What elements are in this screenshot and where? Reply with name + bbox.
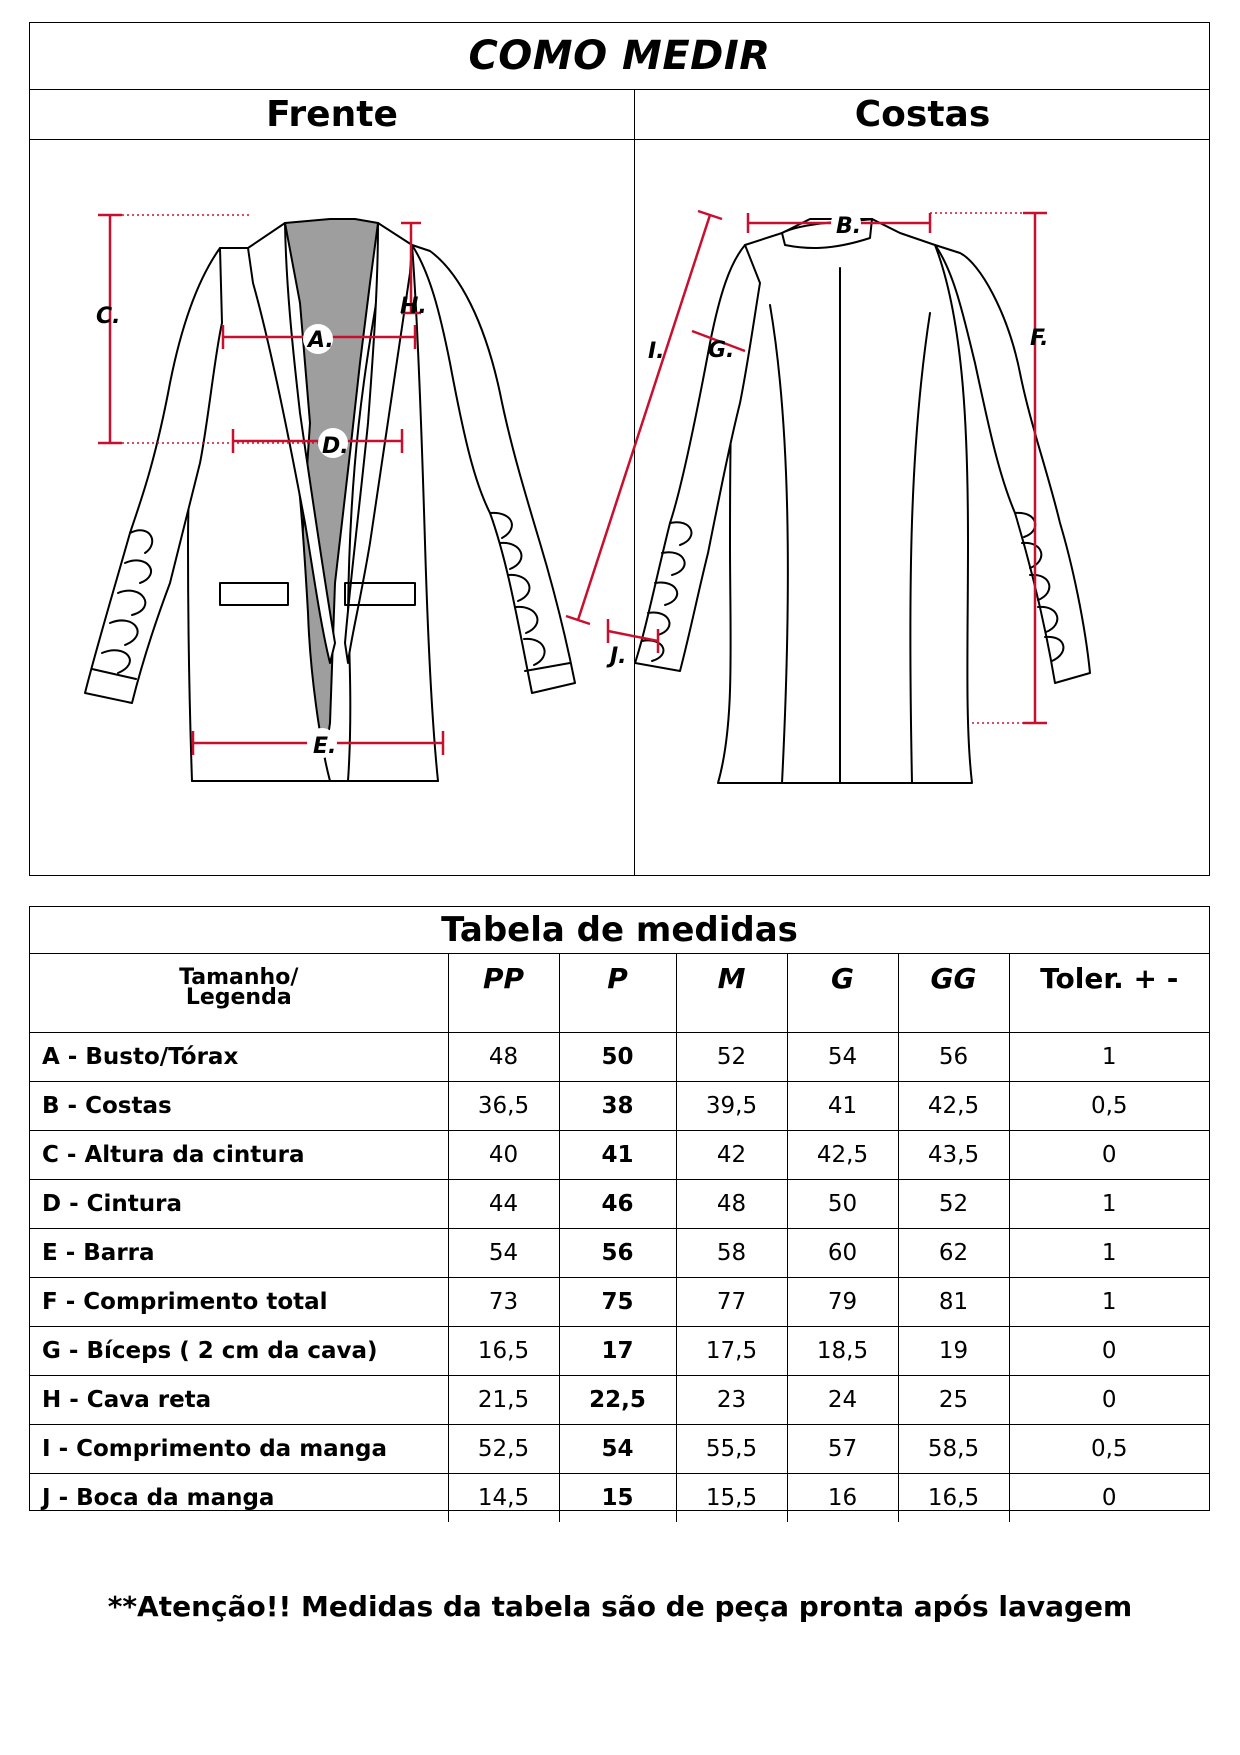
tolerance-value: 0: [1009, 1376, 1209, 1425]
tolerance-header: Toler. + -: [1009, 954, 1209, 1033]
tolerance-value: 0,5: [1009, 1425, 1209, 1474]
table-row: [30, 1131, 1209, 1180]
tolerance-value: 1: [1009, 1180, 1209, 1229]
size-value: 22,5: [559, 1376, 676, 1425]
size-value: 36,5: [448, 1082, 559, 1131]
tolerance-value: 0,5: [1009, 1082, 1209, 1131]
marker-f: F.: [1030, 326, 1049, 351]
size-value: 25: [898, 1376, 1009, 1425]
size-value: 42: [676, 1131, 787, 1180]
measurement-name: I - Comprimento da manga: [30, 1425, 448, 1474]
measurement-name: B - Costas: [30, 1082, 448, 1131]
table-row: [30, 1180, 1209, 1229]
size-value: 46: [559, 1180, 676, 1229]
size-value: 16: [787, 1474, 898, 1523]
measurement-name: E - Barra: [30, 1229, 448, 1278]
size-value: 14,5: [448, 1474, 559, 1523]
size-value: 48: [448, 1033, 559, 1082]
size-value: 52: [676, 1033, 787, 1082]
front-jacket-drawing: [85, 219, 575, 781]
marker-j: J.: [610, 644, 627, 669]
table-row: [30, 1082, 1209, 1131]
marker-i: I.: [648, 339, 665, 364]
size-value: 40: [448, 1131, 559, 1180]
measurement-name: D - Cintura: [30, 1180, 448, 1229]
measurement-name: J - Boca da manga: [30, 1474, 448, 1523]
size-value: 41: [787, 1082, 898, 1131]
table-row: [30, 1278, 1209, 1327]
table-title: Tabela de medidas: [30, 907, 1209, 954]
size-header-g: G: [787, 954, 898, 1033]
size-value: 44: [448, 1180, 559, 1229]
size-value: 24: [787, 1376, 898, 1425]
measurement-name: G - Bíceps ( 2 cm da cava): [30, 1327, 448, 1376]
size-value: 38: [559, 1082, 676, 1131]
tolerance-value: 1: [1009, 1278, 1209, 1327]
size-value: 43,5: [898, 1131, 1009, 1180]
table-row: [30, 1376, 1209, 1425]
back-jacket-drawing: [635, 219, 1090, 783]
front-view-label: Frente: [30, 89, 635, 139]
size-table-panel: [29, 906, 1210, 1511]
garment-illustration: [30, 23, 1209, 875]
marker-b: B.: [836, 214, 862, 239]
size-value: 23: [676, 1376, 787, 1425]
size-value: 55,5: [676, 1425, 787, 1474]
size-value: 54: [787, 1033, 898, 1082]
size-value: 17,5: [676, 1327, 787, 1376]
tolerance-value: 1: [1009, 1033, 1209, 1082]
size-value: 62: [898, 1229, 1009, 1278]
size-value: 41: [559, 1131, 676, 1180]
guide-title: COMO MEDIR: [30, 23, 1209, 90]
size-value: 81: [898, 1278, 1009, 1327]
size-header-pp: PP: [448, 954, 559, 1033]
marker-c: C.: [96, 304, 121, 329]
size-value: 42,5: [898, 1082, 1009, 1131]
size-value: 48: [676, 1180, 787, 1229]
size-value: 75: [559, 1278, 676, 1327]
size-value: 50: [559, 1033, 676, 1082]
table-row: [30, 1033, 1209, 1082]
size-value: 58,5: [898, 1425, 1009, 1474]
marker-g: G.: [708, 338, 735, 363]
table-row: [30, 1229, 1209, 1278]
table-row: [30, 1474, 1209, 1523]
table-row: [30, 1425, 1209, 1474]
washing-note: **Atenção!! Medidas da tabela são de peça pronta após lavagem: [107, 1590, 1133, 1623]
size-value: 58: [676, 1229, 787, 1278]
size-value: 56: [898, 1033, 1009, 1082]
how-to-measure-panel: [29, 22, 1210, 876]
back-view-label: Costas: [854, 93, 991, 135]
size-value: 16,5: [898, 1474, 1009, 1523]
tolerance-value: 0: [1009, 1474, 1209, 1523]
size-value: 54: [448, 1229, 559, 1278]
size-value: 17: [559, 1327, 676, 1376]
size-header-m: M: [676, 954, 787, 1033]
size-value: 52: [898, 1180, 1009, 1229]
legend-header: Tamanho/ Legenda: [30, 954, 448, 1033]
marker-e: E.: [313, 734, 337, 759]
size-value: 15,5: [676, 1474, 787, 1523]
size-value: 42,5: [787, 1131, 898, 1180]
size-value: 77: [676, 1278, 787, 1327]
size-value: 54: [559, 1425, 676, 1474]
size-value: 79: [787, 1278, 898, 1327]
measurement-name: A - Busto/Tórax: [30, 1033, 448, 1082]
measurement-name: C - Altura da cintura: [30, 1131, 448, 1180]
tolerance-value: 0: [1009, 1327, 1209, 1376]
size-value: 19: [898, 1327, 1009, 1376]
size-value: 15: [559, 1474, 676, 1523]
size-header-gg: GG: [898, 954, 1009, 1033]
size-table: [30, 907, 1209, 1522]
marker-d: D.: [322, 434, 349, 459]
size-value: 50: [787, 1180, 898, 1229]
marker-h: H.: [400, 294, 427, 319]
table-row: [30, 1327, 1209, 1376]
table-header-row: [30, 954, 1209, 1033]
size-value: 39,5: [676, 1082, 787, 1131]
size-value: 56: [559, 1229, 676, 1278]
marker-a: A.: [308, 328, 334, 353]
tolerance-value: 0: [1009, 1131, 1209, 1180]
measurement-name: H - Cava reta: [30, 1376, 448, 1425]
size-value: 60: [787, 1229, 898, 1278]
size-value: 21,5: [448, 1376, 559, 1425]
size-value: 73: [448, 1278, 559, 1327]
size-value: 52,5: [448, 1425, 559, 1474]
size-value: 57: [787, 1425, 898, 1474]
measurement-name: F - Comprimento total: [30, 1278, 448, 1327]
size-value: 16,5: [448, 1327, 559, 1376]
size-header-p: P: [559, 954, 676, 1033]
size-value: 18,5: [787, 1327, 898, 1376]
tolerance-value: 1: [1009, 1229, 1209, 1278]
